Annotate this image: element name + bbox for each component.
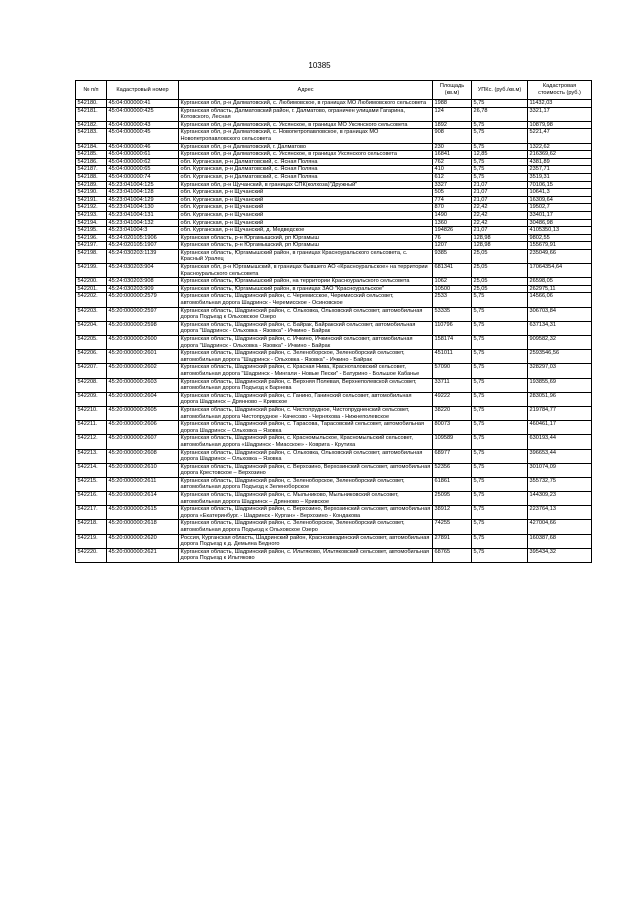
table-row bbox=[76, 278, 592, 286]
area-cell: 410 bbox=[433, 166, 472, 174]
cadastral-number-cell: 45:23:041004:131 bbox=[107, 211, 179, 219]
row-number-cell: 542190. bbox=[76, 189, 107, 197]
cadastral-value-cell: 155679,91 bbox=[528, 242, 592, 250]
upks-cell: 5,75 bbox=[472, 166, 528, 174]
upks-cell: 22,42 bbox=[472, 211, 528, 219]
row-number-cell: 542183. bbox=[76, 129, 107, 143]
cadastral-value-cell: 637134,31 bbox=[528, 321, 592, 335]
area-cell: 33711 bbox=[433, 378, 472, 392]
address-cell: обл. Курганская, р-н Щучанский bbox=[179, 189, 433, 197]
upks-cell: 26,78 bbox=[472, 107, 528, 121]
address-cell: Курганская область, Шадринский район, с. Ичкино, Ичкинский сельсовет, автомобильная дорога "Шадринск - Ольховка - Язовка" - Ичкино - Байрак bbox=[179, 336, 433, 350]
cadastral-value-cell: 355732,75 bbox=[528, 477, 592, 491]
address-cell: Курганская область, Шадринский район, с. Ильтяково, Ильтяковский сельсовет, автомобильная дорога Подъезд к Ильтяково bbox=[179, 548, 433, 562]
cadastral-value-cell: 16309,64 bbox=[528, 196, 592, 204]
row-number-cell: 542202. bbox=[76, 293, 107, 307]
row-number-cell: 542194. bbox=[76, 219, 107, 227]
row-number-cell: 542185. bbox=[76, 151, 107, 159]
address-cell: Курганская область, Шадринский район, с. Верхозино, Верхозинский сельсовет, автомобильная дорога «Екатеринбург. - Шадринск - Курган» - Верхозино - Кондакова bbox=[179, 506, 433, 520]
cadastral-value-cell: 14566,06 bbox=[528, 293, 592, 307]
cadastral-value-cell: 235049,66 bbox=[528, 249, 592, 263]
table-row bbox=[76, 350, 592, 364]
table-body bbox=[76, 100, 592, 563]
table-row bbox=[76, 242, 592, 250]
cadastral-value-cell: 1322,62 bbox=[528, 143, 592, 151]
table-row bbox=[76, 107, 592, 121]
upks-cell: 21,07 bbox=[472, 227, 528, 235]
row-number-cell: 542214. bbox=[76, 463, 107, 477]
area-cell: 451011 bbox=[433, 350, 472, 364]
cadastral-number-cell: 45:20:000000:2611 bbox=[107, 477, 179, 491]
address-cell: Курганская область, р-н Юргамышский, рп Юргамыш bbox=[179, 242, 433, 250]
cadastral-number-cell: 45:23:041004:125 bbox=[107, 181, 179, 189]
address-cell: Курганская область, Юргамышский район, на территории Красноуральского сельсовета bbox=[179, 278, 433, 286]
upks-cell: 5,75 bbox=[472, 143, 528, 151]
address-cell: Курганская область, Юргамышский район, в границах Красноуральского сельсовета, с. Красный Уралец bbox=[179, 249, 433, 263]
table-row bbox=[76, 204, 592, 212]
address-cell: Курганская область, Шадринский район, с. Черемисское, Черемисский сельсовет, автомобильная дорога Шадринск - Черемисское - Осиновское bbox=[179, 293, 433, 307]
table-row bbox=[76, 158, 592, 166]
table-row bbox=[76, 463, 592, 477]
area-cell: 2533 bbox=[433, 293, 472, 307]
upks-cell: 128,98 bbox=[472, 234, 528, 242]
area-cell: 505 bbox=[433, 189, 472, 197]
cadastral-number-cell: 45:20:000000:2601 bbox=[107, 350, 179, 364]
cadastral-value-cell: 427004,66 bbox=[528, 520, 592, 534]
area-cell: 870 bbox=[433, 204, 472, 212]
address-cell: Курганская область, Шадринский район, с. Ганино, Ганинский сельсовет, автомобильная дорога Шадринск – Дрянново – Кривское bbox=[179, 392, 433, 406]
address-cell: Курганская область, Шадринский район, с. Байрак, Байракский сельсовет, автомобильная дорога "Шадринск - Ольховка - Язовка" - Ичкино - Байрак bbox=[179, 321, 433, 335]
area-cell: 52356 bbox=[433, 463, 472, 477]
area-cell: 38220 bbox=[433, 406, 472, 420]
area-cell: 27891 bbox=[433, 534, 472, 548]
cadastral-number-cell: 45:04:000000:74 bbox=[107, 173, 179, 181]
upks-cell: 128,98 bbox=[472, 242, 528, 250]
table-row bbox=[76, 234, 592, 242]
area-cell: 110796 bbox=[433, 321, 472, 335]
table-row bbox=[76, 151, 592, 159]
table-row bbox=[76, 219, 592, 227]
address-cell: Курганская область, Шадринский район, с. Зеленоборское, Зеленоборский сельсовет, автомобильная дорога Подъезд к Ольховское Озеро bbox=[179, 520, 433, 534]
area-cell: 16841 bbox=[433, 151, 472, 159]
cadastral-number-cell: 45:24:020105:1906 bbox=[107, 234, 179, 242]
address-cell: Курганская область, Шадринский район, с. Ольховка, Ольховский сельсовет, автомобильная дорога Шадринск – Ольховка – Язовка bbox=[179, 449, 433, 463]
upks-cell: 5,75 bbox=[472, 548, 528, 562]
row-number-cell: 542196. bbox=[76, 234, 107, 242]
address-cell: обл. Курганская, р-н Щучанский, д. Медведское bbox=[179, 227, 433, 235]
cadastral-number-cell: 45:04:000000:65 bbox=[107, 166, 179, 174]
row-number-cell: 542197. bbox=[76, 242, 107, 250]
cadastral-value-cell: 301074,09 bbox=[528, 463, 592, 477]
area-cell: 9385 bbox=[433, 249, 472, 263]
cadastral-value-cell: 3519,31 bbox=[528, 173, 592, 181]
address-cell: обл. Курганская, р-н Щучанский bbox=[179, 219, 433, 227]
address-cell: Курганская область, Юргамышский район, в границах ЗАО "Красноуральское" bbox=[179, 285, 433, 293]
table-row bbox=[76, 492, 592, 506]
header-address: Адрес bbox=[179, 81, 433, 100]
cadastral-value-cell: 262975,11 bbox=[528, 285, 592, 293]
address-cell: Курганская область, Шадринский район, с. Зеленоборское, Зеленоборский сельсовет, автомобильная дорога Подъезд к Зеленоборское bbox=[179, 477, 433, 491]
cadastral-number-cell: 45:23:041004:128 bbox=[107, 189, 179, 197]
upks-cell: 12,85 bbox=[472, 151, 528, 159]
cadastral-number-cell: 45:20:000000:2618 bbox=[107, 520, 179, 534]
table-row bbox=[76, 100, 592, 108]
cadastral-value-cell: 395434,32 bbox=[528, 548, 592, 562]
upks-cell: 5,75 bbox=[472, 307, 528, 321]
address-cell: обл. Курганская, р-н Далматовский, с. Ясная Поляна bbox=[179, 158, 433, 166]
row-number-cell: 542200. bbox=[76, 278, 107, 286]
cadastral-value-cell: 2357,71 bbox=[528, 166, 592, 174]
upks-cell: 5,75 bbox=[472, 321, 528, 335]
cadastral-number-cell: 45:23:041004:129 bbox=[107, 196, 179, 204]
upks-cell: 5,75 bbox=[472, 100, 528, 108]
area-cell: 74255 bbox=[433, 520, 472, 534]
upks-cell: 5,75 bbox=[472, 158, 528, 166]
row-number-cell: 542205. bbox=[76, 336, 107, 350]
area-cell: 25095 bbox=[433, 492, 472, 506]
row-number-cell: 542213. bbox=[76, 449, 107, 463]
row-number-cell: 542207. bbox=[76, 364, 107, 378]
table-row bbox=[76, 129, 592, 143]
table-row bbox=[76, 321, 592, 335]
address-cell: обл. Курганская, р-н Щучанский bbox=[179, 204, 433, 212]
area-cell: 1207 bbox=[433, 242, 472, 250]
cadastral-value-cell: 4105350,13 bbox=[528, 227, 592, 235]
area-cell: 3327 bbox=[433, 181, 472, 189]
row-number-cell: 542180. bbox=[76, 100, 107, 108]
row-number-cell: 542206. bbox=[76, 350, 107, 364]
area-cell: 76 bbox=[433, 234, 472, 242]
cadastral-number-cell: 45:20:000000:2607 bbox=[107, 435, 179, 449]
cadastral-number-cell: 45:04:000000:62 bbox=[107, 158, 179, 166]
address-cell: обл. Курганская, р-н Далматовский, с. Ясная Поляна bbox=[179, 173, 433, 181]
area-cell: 10500 bbox=[433, 285, 472, 293]
cadastral-number-cell: 45:23:041004:3 bbox=[107, 227, 179, 235]
cadastral-number-cell: 45:20:000000:2604 bbox=[107, 392, 179, 406]
upks-cell: 5,75 bbox=[472, 435, 528, 449]
upks-cell: 5,75 bbox=[472, 121, 528, 129]
address-cell: Курганская область, Шадринский район, с. Чистопрудное, Чистопрудненский сельсовет, автомобильная дорога Чистопрудное - Качесово - Черняхова - Нижнеполевское bbox=[179, 406, 433, 420]
cadastral-number-cell: 45:20:000000:2605 bbox=[107, 406, 179, 420]
address-cell: Курганская область, Шадринский район, с. Красномыльское, Красномыльский сельсовет, автомобильная дорога «Шадринск - Миасское» - Ковригa - Крутиха bbox=[179, 435, 433, 449]
table-row bbox=[76, 520, 592, 534]
address-cell: Курганская область, Шадринский район, с. Зеленоборское, Зеленоборский сельсовет, автомобильная дорога "Шадринск - Ольховка - Язовка" - Ичкино - Байрак bbox=[179, 350, 433, 364]
cadastral-number-cell: 45:04:000000:45 bbox=[107, 129, 179, 143]
table-row bbox=[76, 336, 592, 350]
cadastral-value-cell: 17064354,64 bbox=[528, 264, 592, 278]
cadastral-value-cell: 30486,98 bbox=[528, 219, 592, 227]
table-row bbox=[76, 548, 592, 562]
area-cell: 38912 bbox=[433, 506, 472, 520]
table-row bbox=[76, 435, 592, 449]
address-cell: Курганская обл, р-н Далматовский, г. Далматово bbox=[179, 143, 433, 151]
upks-cell: 5,75 bbox=[472, 173, 528, 181]
cadastral-value-cell: 3321,17 bbox=[528, 107, 592, 121]
cadastral-number-cell: 45:04:000000:46 bbox=[107, 143, 179, 151]
table-row bbox=[76, 534, 592, 548]
cadastral-number-cell: 45:20:000000:2606 bbox=[107, 421, 179, 435]
upks-cell: 25,05 bbox=[472, 264, 528, 278]
cadastral-number-cell: 45:23:041004:130 bbox=[107, 204, 179, 212]
page-number: 10385 bbox=[308, 61, 331, 70]
upks-cell: 25,05 bbox=[472, 278, 528, 286]
cadastral-number-cell: 45:23:041004:132 bbox=[107, 219, 179, 227]
address-cell: Курганская обл, р-н Далматовский, с. Уксянское, в границах Уксянского сельсовета bbox=[179, 151, 433, 159]
upks-cell: 5,75 bbox=[472, 406, 528, 420]
upks-cell: 5,75 bbox=[472, 392, 528, 406]
upks-cell: 25,05 bbox=[472, 249, 528, 263]
cadastral-value-cell: 328297,03 bbox=[528, 364, 592, 378]
area-cell: 1892 bbox=[433, 121, 472, 129]
upks-cell: 5,75 bbox=[472, 449, 528, 463]
cadastral-number-cell: 45:20:000000:2614 bbox=[107, 492, 179, 506]
area-cell: 1490 bbox=[433, 211, 472, 219]
table-row bbox=[76, 392, 592, 406]
row-number-cell: 542193. bbox=[76, 211, 107, 219]
address-cell: обл. Курганская, р-н Щучанский bbox=[179, 211, 433, 219]
table-row bbox=[76, 181, 592, 189]
table-row bbox=[76, 307, 592, 321]
row-number-cell: 542203. bbox=[76, 307, 107, 321]
table-row bbox=[76, 121, 592, 129]
area-cell: 1360 bbox=[433, 219, 472, 227]
cadastral-value-cell: 216369,62 bbox=[528, 151, 592, 159]
cadastral-value-cell: 283051,96 bbox=[528, 392, 592, 406]
address-cell: Курганская область, Шадринский район, с. Мыльниково, Мыльниковский сельсовет, автомобильная дорога Шадринск – Дрянново – Кривское bbox=[179, 492, 433, 506]
row-number-cell: 542211. bbox=[76, 421, 107, 435]
cadastral-value-cell: 396653,44 bbox=[528, 449, 592, 463]
row-number-cell: 542212. bbox=[76, 435, 107, 449]
area-cell: 53335 bbox=[433, 307, 472, 321]
table-row bbox=[76, 249, 592, 263]
upks-cell: 5,75 bbox=[472, 350, 528, 364]
table-row bbox=[76, 293, 592, 307]
upks-cell: 21,07 bbox=[472, 196, 528, 204]
row-number-cell: 542220. bbox=[76, 548, 107, 562]
cadastral-value-cell: 4381,89 bbox=[528, 158, 592, 166]
area-cell: 61861 bbox=[433, 477, 472, 491]
header-cadastral-number: Кадастровый номер bbox=[107, 81, 179, 100]
address-cell: Курганская область, Шадринский район, с. Ольховка, Ольховский сельсовет, автомобильная дорога Подъезд к Ольховское Озеро bbox=[179, 307, 433, 321]
address-cell: обл. Курганская, р-н Далматовский, с. Ясная Поляна bbox=[179, 166, 433, 174]
upks-cell: 5,75 bbox=[472, 492, 528, 506]
area-cell: 1062 bbox=[433, 278, 472, 286]
table-row bbox=[76, 378, 592, 392]
cadastral-value-cell: 9802,55 bbox=[528, 234, 592, 242]
table-row bbox=[76, 421, 592, 435]
cadastral-value-cell: 160387,68 bbox=[528, 534, 592, 548]
cadastral-number-cell: 45:20:000000:2598 bbox=[107, 321, 179, 335]
cadastral-number-cell: 45:04:000000:61 bbox=[107, 151, 179, 159]
row-number-cell: 542217. bbox=[76, 506, 107, 520]
row-number-cell: 542195. bbox=[76, 227, 107, 235]
cadastral-value-cell: 33401,17 bbox=[528, 211, 592, 219]
cadastral-value-cell: 2593546,56 bbox=[528, 350, 592, 364]
address-cell: Курганская область, Шадринский район, с. Верхняя Полевая, Верхнеполевской сельсовет, автомобильная дорога Подъезд к Барнева bbox=[179, 378, 433, 392]
cadastral-number-cell: 45:04:000000:43 bbox=[107, 121, 179, 129]
row-number-cell: 542208. bbox=[76, 378, 107, 392]
table-row bbox=[76, 506, 592, 520]
cadastral-value-cell: 630193,44 bbox=[528, 435, 592, 449]
table-row bbox=[76, 477, 592, 491]
address-cell: Курганская область, Шадринский район, с. Верхозино, Верхозинский сельсовет, автомобильная дорога Крестовское – Верхозино bbox=[179, 463, 433, 477]
address-cell: Курганская обл, р-н Далматовский, с. Новопетропавловское, в границах МО Новопетропавловского сельсовета bbox=[179, 129, 433, 143]
table-row bbox=[76, 166, 592, 174]
table-row bbox=[76, 211, 592, 219]
row-number-cell: 542219. bbox=[76, 534, 107, 548]
area-cell: 774 bbox=[433, 196, 472, 204]
cadastral-value-cell: 219784,77 bbox=[528, 406, 592, 420]
cadastral-value-cell: 10879,98 bbox=[528, 121, 592, 129]
row-number-cell: 542218. bbox=[76, 520, 107, 534]
cadastral-value-cell: 144309,23 bbox=[528, 492, 592, 506]
area-cell: 68765 bbox=[433, 548, 472, 562]
address-cell: Курганская область, Шадринский район, с. Красная Нива, Красноталовский сельсовет, автомобильная дорога "Шадринск - Мингали - Новые Пески" - Батурино - Большое Кабанье bbox=[179, 364, 433, 378]
cadastral-value-cell: 11432,03 bbox=[528, 100, 592, 108]
cadastral-number-cell: 45:24:030203:1139 bbox=[107, 249, 179, 263]
address-cell: Курганская обл, р-н Далматовский, с. Любимовское, в границах МО Любимовского сельсовета bbox=[179, 100, 433, 108]
header-upks: УПКс. (руб./кв.м) bbox=[472, 81, 528, 100]
upks-cell: 5,75 bbox=[472, 520, 528, 534]
area-cell: 57090 bbox=[433, 364, 472, 378]
area-cell: 194826 bbox=[433, 227, 472, 235]
area-cell: 908 bbox=[433, 129, 472, 143]
row-number-cell: 542210. bbox=[76, 406, 107, 420]
address-cell: Курганская область, Шадринский район, с. Тарасова, Тарасовский сельсовет, автомобильная дорога Шадринск – Ольховка – Язовка bbox=[179, 421, 433, 435]
table-header-row bbox=[76, 81, 592, 100]
table-row bbox=[76, 196, 592, 204]
cadastral-number-cell: 45:20:000000:2620 bbox=[107, 534, 179, 548]
row-number-cell: 542201. bbox=[76, 285, 107, 293]
area-cell: 109589 bbox=[433, 435, 472, 449]
address-cell: Курганская область, Далматовский район, г. Далматово, ограничен улицами Гагарина, Котовского, Лесная bbox=[179, 107, 433, 121]
address-cell: Курганская область, р-н Юргамышский, рп Юргамыш bbox=[179, 234, 433, 242]
cadastral-number-cell: 45:04:000000:425 bbox=[107, 107, 179, 121]
cadastral-value-cell: 223764,13 bbox=[528, 506, 592, 520]
upks-cell: 22,42 bbox=[472, 204, 528, 212]
cadastral-number-cell: 45:20:000000:2603 bbox=[107, 378, 179, 392]
cadastral-number-cell: 45:20:000000:2602 bbox=[107, 364, 179, 378]
table-row bbox=[76, 406, 592, 420]
address-cell: Курганская обл, р-н Далматовский, с. Уксянское, в границах МО Уксянского сельсовета bbox=[179, 121, 433, 129]
upks-cell: 21,07 bbox=[472, 181, 528, 189]
cadastral-number-cell: 45:20:000000:2579 bbox=[107, 293, 179, 307]
table-row bbox=[76, 143, 592, 151]
area-cell: 1988 bbox=[433, 100, 472, 108]
upks-cell: 21,07 bbox=[472, 189, 528, 197]
upks-cell: 5,75 bbox=[472, 378, 528, 392]
table-row bbox=[76, 189, 592, 197]
cadastral-value-cell: 306703,84 bbox=[528, 307, 592, 321]
upks-cell: 5,75 bbox=[472, 293, 528, 307]
row-number-cell: 542199. bbox=[76, 264, 107, 278]
row-number-cell: 542186. bbox=[76, 158, 107, 166]
table-row bbox=[76, 364, 592, 378]
table-row bbox=[76, 173, 592, 181]
area-cell: 230 bbox=[433, 143, 472, 151]
row-number-cell: 542182. bbox=[76, 121, 107, 129]
address-cell: обл. Курганская, р-н Щучанский bbox=[179, 196, 433, 204]
upks-cell: 25,05 bbox=[472, 285, 528, 293]
table-row bbox=[76, 449, 592, 463]
cadastral-value-cell: 19502,7 bbox=[528, 204, 592, 212]
cadastral-number-cell: 45:04:000000:41 bbox=[107, 100, 179, 108]
upks-cell: 5,75 bbox=[472, 336, 528, 350]
header-area: Площадь (кв.м) bbox=[433, 81, 472, 100]
cadastral-value-cell: 26598,05 bbox=[528, 278, 592, 286]
row-number-cell: 542198. bbox=[76, 249, 107, 263]
cadastral-number-cell: 45:20:000000:2600 bbox=[107, 336, 179, 350]
area-cell: 612 bbox=[433, 173, 472, 181]
row-number-cell: 542215. bbox=[76, 477, 107, 491]
table-row bbox=[76, 285, 592, 293]
cadastral-value-cell: 10641,3 bbox=[528, 189, 592, 197]
cadastral-number-cell: 45:24:020105:1907 bbox=[107, 242, 179, 250]
address-cell: Курганская обл, р-н Юргамышский, в границах бывшего АО «Красноуральское» на территории Красноуральского сельсовета bbox=[179, 264, 433, 278]
upks-cell: 5,75 bbox=[472, 506, 528, 520]
upks-cell: 5,75 bbox=[472, 534, 528, 548]
cadastral-value-cell: 460461,17 bbox=[528, 421, 592, 435]
upks-cell: 5,75 bbox=[472, 463, 528, 477]
cadastral-number-cell: 45:24:030203:908 bbox=[107, 278, 179, 286]
row-number-cell: 542216. bbox=[76, 492, 107, 506]
area-cell: 158174 bbox=[433, 336, 472, 350]
row-number-cell: 542191. bbox=[76, 196, 107, 204]
cadastral-value-cell: 70106,15 bbox=[528, 181, 592, 189]
cadastral-value-cell: 5221,47 bbox=[528, 129, 592, 143]
area-cell: 68977 bbox=[433, 449, 472, 463]
area-cell: 124 bbox=[433, 107, 472, 121]
row-number-cell: 542209. bbox=[76, 392, 107, 406]
area-cell: 681341 bbox=[433, 264, 472, 278]
cadastral-table bbox=[75, 80, 592, 563]
area-cell: 49222 bbox=[433, 392, 472, 406]
cadastral-value-cell: 193855,69 bbox=[528, 378, 592, 392]
table-row bbox=[76, 264, 592, 278]
address-cell: Курганская обл, р-н Щучанский, в границах СПК(колхоза)"Дружный" bbox=[179, 181, 433, 189]
cadastral-number-cell: 45:24:030203:904 bbox=[107, 264, 179, 278]
upks-cell: 5,75 bbox=[472, 129, 528, 143]
area-cell: 762 bbox=[433, 158, 472, 166]
cadastral-number-cell: 45:20:000000:2615 bbox=[107, 506, 179, 520]
cadastral-number-cell: 45:20:000000:2621 bbox=[107, 548, 179, 562]
row-number-cell: 542181. bbox=[76, 107, 107, 121]
cadastral-number-cell: 45:20:000000:2610 bbox=[107, 463, 179, 477]
row-number-cell: 542187. bbox=[76, 166, 107, 174]
row-number-cell: 542192. bbox=[76, 204, 107, 212]
table-row bbox=[76, 227, 592, 235]
area-cell: 80073 bbox=[433, 421, 472, 435]
row-number-cell: 542184. bbox=[76, 143, 107, 151]
upks-cell: 5,75 bbox=[472, 421, 528, 435]
header-number: № п/п bbox=[76, 81, 107, 100]
upks-cell: 5,75 bbox=[472, 364, 528, 378]
row-number-cell: 542189. bbox=[76, 181, 107, 189]
cadastral-number-cell: 45:24:030203:909 bbox=[107, 285, 179, 293]
header-cadastral-value: Кадастровая стоимость (руб.) bbox=[528, 81, 592, 100]
cadastral-number-cell: 45:20:000000:2608 bbox=[107, 449, 179, 463]
upks-cell: 22,42 bbox=[472, 219, 528, 227]
row-number-cell: 542188. bbox=[76, 173, 107, 181]
cadastral-value-cell: 909582,32 bbox=[528, 336, 592, 350]
row-number-cell: 542204. bbox=[76, 321, 107, 335]
address-cell: Россия, Курганская область, Шадринский район, Краснозвездинский сельсовет, автомобильная дорога Подъезд к д. Демьяна Бедного bbox=[179, 534, 433, 548]
cadastral-number-cell: 45:20:000000:2597 bbox=[107, 307, 179, 321]
upks-cell: 5,75 bbox=[472, 477, 528, 491]
